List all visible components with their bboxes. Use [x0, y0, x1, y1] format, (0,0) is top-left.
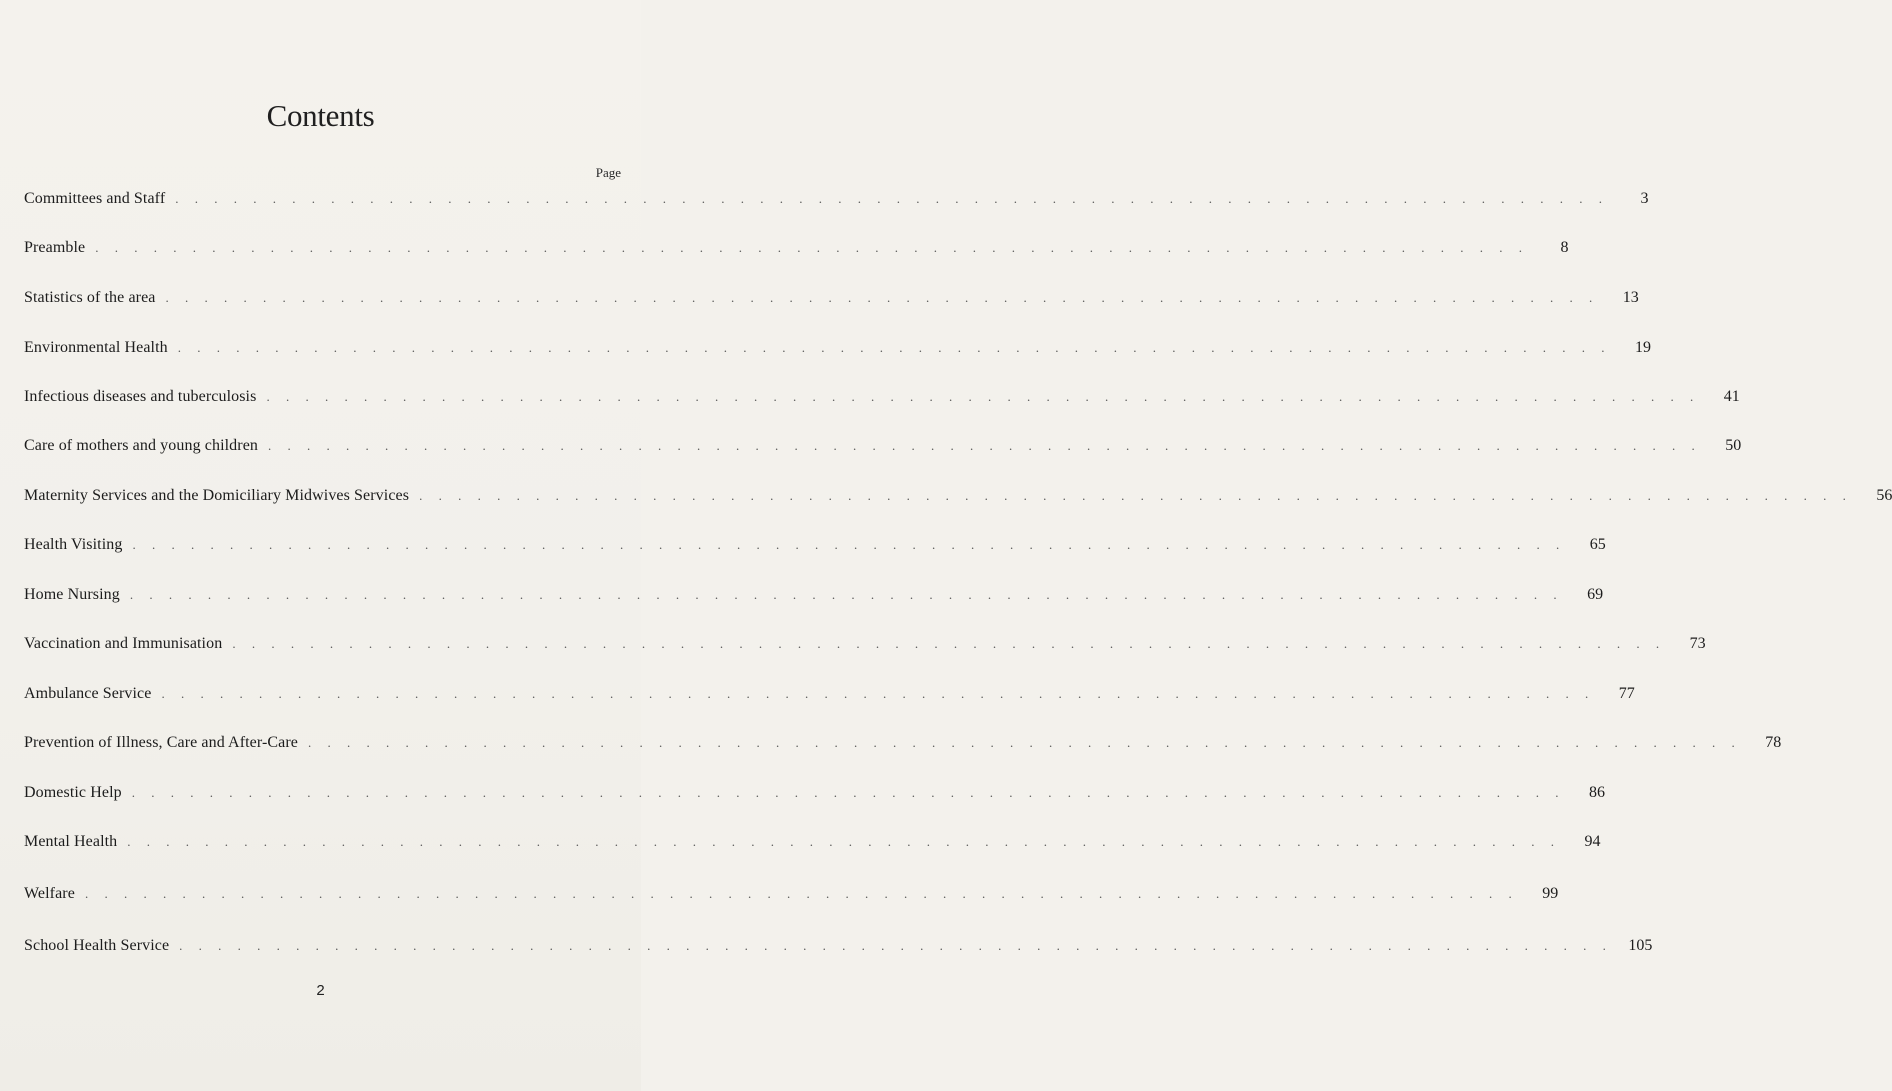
toc-entry-page: 73	[1689, 635, 1706, 652]
toc-entry-label: Domestic Help	[24, 784, 122, 801]
toc-leader-dots: . . . . . . . . . . . . . . . . . . . . . . . . . . . . . . . . . . . . . . . . . . . . . . . . . . . . . . . . . . . . . . . . . . . . . . . . . .	[308, 735, 1742, 750]
toc-entry-label: Welfare	[24, 885, 75, 902]
toc-entry-label: Infectious diseases and tuberculosis	[24, 388, 257, 405]
toc-entry	[24, 831, 1601, 853]
toc-entry-label: Committees and Staff	[24, 190, 166, 207]
toc-entry-page: 99	[1542, 885, 1559, 902]
toc-entry	[24, 683, 1635, 705]
toc-leader-dots: . . . . . . . . . . . . . . . . . . . . . . . . . . . . . . . . . . . . . . . . . . . . . . . . . . . . . . . . . . . . . . . . . . . . . . . . . .	[177, 340, 1611, 355]
toc-entry-label: Preamble	[24, 239, 86, 256]
toc-entry	[24, 287, 1639, 309]
toc-leader-dots: . . . . . . . . . . . . . . . . . . . . . . . . . . . . . . . . . . . . . . . . . . . . . . . . . . . . . . . . . . . . . . . . . . . . . . . . . .	[132, 537, 1566, 552]
toc-leader-dots: . . . . . . . . . . . . . . . . . . . . . . . . . . . . . . . . . . . . . . . . . . . . . . . . . . . . . . . . . . . . . . . . . . . . . . . . . .	[179, 938, 1613, 953]
toc-entry	[24, 534, 1606, 556]
toc-entry-label: Prevention of Illness, Care and After-Care	[24, 734, 299, 751]
toc-entry-label: Home Nursing	[24, 586, 120, 603]
toc-entry-page: 105	[1628, 937, 1653, 954]
toc-entry-label: Statistics of the area	[24, 289, 156, 306]
toc-entry-page: 65	[1589, 536, 1606, 553]
toc-entry	[24, 188, 1649, 210]
toc-entry-label: Maternity Services and the Domiciliary Midwives Services	[24, 487, 410, 504]
toc-leader-dots: . . . . . . . . . . . . . . . . . . . . . . . . . . . . . . . . . . . . . . . . . . . . . . . . . . . . . . . . . . . . . . . . . . . . . . . . . .	[84, 886, 1519, 901]
page-column-header: Page	[595, 165, 621, 180]
toc-entry	[24, 732, 1782, 754]
toc-entry-page: 78	[1765, 734, 1782, 751]
toc-entry	[24, 935, 1653, 957]
toc-entry	[24, 485, 1892, 507]
toc-entry-page: 94	[1584, 833, 1601, 850]
toc-entry	[24, 782, 1605, 804]
toc-leader-dots: . . . . . . . . . . . . . . . . . . . . . . . . . . . . . . . . . . . . . . . . . . . . . . . . . . . . . . . . . . . . . . . . . . . . . . . . . .	[268, 438, 1702, 453]
toc-entry-label: School Health Service	[24, 937, 170, 954]
toc-leader-dots: . . . . . . . . . . . . . . . . . . . . . . . . . . . . . . . . . . . . . . . . . . . . . . . . . . . . . . . . . . . . . . . . . . . . . . . . . .	[129, 587, 1564, 602]
toc-entry-page: 41	[1723, 388, 1740, 405]
toc-entry-page: 13	[1622, 289, 1639, 306]
toc-entry-label: Environmental Health	[24, 339, 168, 356]
page-number: 2	[316, 982, 325, 999]
toc-entry-page: 56	[1876, 487, 1892, 504]
page-title: Contents	[266, 98, 375, 133]
toc-entry-label: Mental Health	[24, 833, 118, 850]
toc-entry	[24, 386, 1740, 408]
toc-leader-dots: . . . . . . . . . . . . . . . . . . . . . . . . . . . . . . . . . . . . . . . . . . . . . . . . . . . . . . . . . . . . . . . . . . . . . . . . . .	[131, 785, 1565, 800]
toc-entry-label: Health Visiting	[24, 536, 123, 553]
toc-entry-page: 19	[1634, 339, 1651, 356]
toc-leader-dots: . . . . . . . . . . . . . . . . . . . . . . . . . . . . . . . . . . . . . . . . . . . . . . . . . . . . . . . . . . . . . . . . . . . . . . . . . .	[175, 191, 1609, 206]
toc-entry-page: 8	[1560, 239, 1569, 256]
toc-entry	[24, 435, 1742, 457]
toc-entry-label: Care of mothers and young children	[24, 437, 259, 454]
toc-leader-dots: . . . . . . . . . . . . . . . . . . . . . . . . . . . . . . . . . . . . . . . . . . . . . . . . . . . . . . . . . . . . . . . . . . . . . . . . . .	[419, 488, 1853, 503]
toc-leader-dots: . . . . . . . . . . . . . . . . . . . . . . . . . . . . . . . . . . . . . . . . . . . . . . . . . . . . . . . . . . . . . . . . . . . . . . . . . .	[95, 240, 1529, 255]
toc-entry-label: Vaccination and Immunisation	[24, 635, 223, 652]
toc-entry-page: 86	[1588, 784, 1605, 801]
toc-leader-dots: . . . . . . . . . . . . . . . . . . . . . . . . . . . . . . . . . . . . . . . . . . . . . . . . . . . . . . . . . . . . . . . . . . . . . . . . . .	[127, 834, 1561, 849]
toc-entry-label: Ambulance Service	[24, 685, 152, 702]
toc-entry	[24, 337, 1651, 359]
toc-entry	[24, 584, 1604, 606]
toc-entry	[24, 883, 1559, 905]
toc-leader-dots: . . . . . . . . . . . . . . . . . . . . . . . . . . . . . . . . . . . . . . . . . . . . . . . . . . . . . . . . . . . . . . . . . . . . . . . . . .	[232, 636, 1666, 651]
toc-entry-page: 50	[1725, 437, 1742, 454]
toc-leader-dots: . . . . . . . . . . . . . . . . . . . . . . . . . . . . . . . . . . . . . . . . . . . . . . . . . . . . . . . . . . . . . . . . . . . . . . . . . .	[165, 290, 1599, 305]
toc-entry-page: 77	[1618, 685, 1635, 702]
toc-entry-page: 69	[1587, 586, 1604, 603]
toc-leader-dots: . . . . . . . . . . . . . . . . . . . . . . . . . . . . . . . . . . . . . . . . . . . . . . . . . . . . . . . . . . . . . . . . . . . . . . . . . .	[266, 389, 1700, 404]
toc-entry	[24, 633, 1706, 655]
toc-entry-page: 3	[1640, 190, 1649, 207]
toc-leader-dots: . . . . . . . . . . . . . . . . . . . . . . . . . . . . . . . . . . . . . . . . . . . . . . . . . . . . . . . . . . . . . . . . . . . . . . . . . .	[161, 686, 1595, 701]
toc-entry	[24, 237, 1569, 259]
